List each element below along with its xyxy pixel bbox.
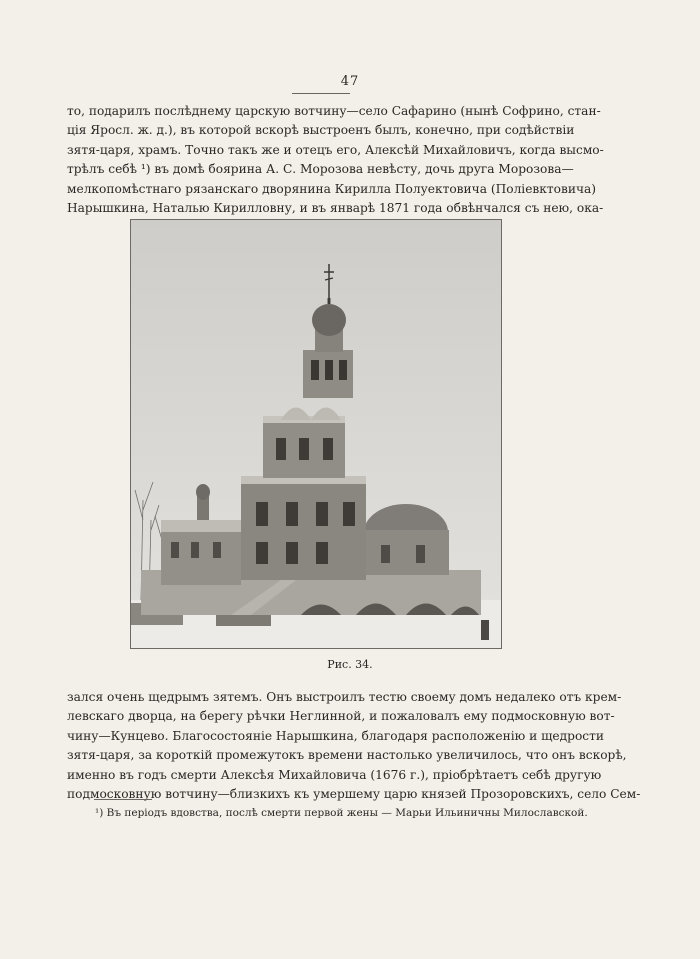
text-line: зятя-царя, храмъ. Точно такъ же и отецъ его, Алексѣй Михайловичъ, когда высмо- — [67, 142, 604, 157]
church-photograph — [130, 219, 502, 649]
text-line: чину—Кунцево. Благосостояніе Нарышкина, благодаря расположенію и щедрости — [67, 728, 604, 743]
footnote: ¹) Въ періодъ вдовства, послѣ смерти первой жены — Марьи Ильиничны Милославской. — [95, 807, 588, 819]
text-line: то, подарилъ послѣднему царскую вотчину—село Сафарино (нынѣ Софрино, стан- — [67, 104, 601, 118]
page-number: 47 — [340, 74, 360, 89]
paragraph-top — [67, 102, 604, 218]
page-number-rule — [292, 93, 350, 94]
text-line: подмосковную вотчину—близкихъ къ умершему царю князей Прозоровскихъ, село Сем- — [67, 787, 641, 802]
text-line: зятя-царя, за короткій промежутокъ времени настолько увеличилось, что онъ вскорѣ, — [67, 748, 627, 763]
text-line: левскаго дворца, на берегу рѣчки Неглинной, и пожаловалъ ему подмосковную вот- — [67, 709, 615, 724]
text-line: Нарышкина, Наталью Кирилловну, и въ январѣ 1871 года обвѣнчался съ нею, ока- — [67, 201, 604, 216]
paragraph-bottom — [67, 688, 641, 804]
text-line: трѣлъ себѣ ¹) въ домѣ боярина А. С. Морозова невѣсту, дочь друга Морозова— — [67, 162, 574, 177]
text-line: зался очень щедрымъ зятемъ. Онъ выстроилъ тестю своему домъ недалеко отъ крем- — [67, 690, 622, 704]
text-line: именно въ годъ смерти Алексѣя Михайловича (1676 г.), пріобрѣтаетъ себѣ другую — [67, 767, 602, 782]
footnote-rule — [94, 799, 152, 800]
text-line: мелкопомѣстнаго рязанскаго дворянина Кирилла Полуектовича (Поліевктовича) — [67, 181, 597, 196]
text-line: ція Яросл. ж. д.), въ которой вскорѣ выстроенъ былъ, конечно, при содѣйствіи — [67, 123, 575, 138]
figure-caption: Рис. 34. — [327, 658, 373, 671]
